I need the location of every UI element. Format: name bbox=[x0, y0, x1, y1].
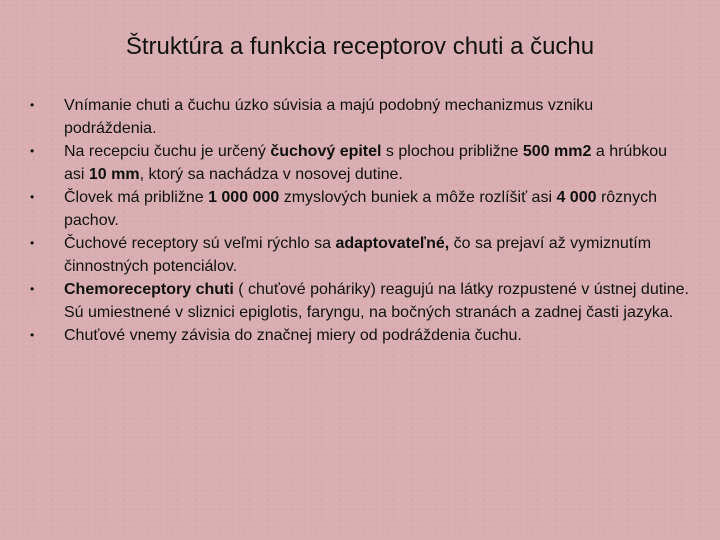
bullet-text-bold: 4 000 bbox=[556, 189, 597, 206]
bullet-text: s plochou približne bbox=[381, 143, 523, 160]
bullet-text: Človek má približne bbox=[64, 189, 209, 206]
bullet-text-bold: 1 000 000 bbox=[208, 189, 280, 206]
bullet-text: Na recepciu čuchu je určený bbox=[64, 143, 271, 160]
bullet-dot-icon: • bbox=[30, 190, 35, 204]
bullet-item bbox=[30, 140, 690, 186]
bullet-dot-icon: • bbox=[30, 144, 35, 158]
slide-title: Štruktúra a funkcia receptorov chuti a čuchu bbox=[125, 33, 595, 60]
bullet-text-bold: 10 mm bbox=[88, 166, 140, 183]
bullet-text: rôznych pachov. bbox=[64, 189, 657, 229]
bullet-item bbox=[30, 186, 690, 232]
bullet-dot-icon: • bbox=[30, 282, 35, 296]
bullet-text: Čuchové receptory sú veľmi rýchlo sa bbox=[64, 235, 336, 252]
bullet-text: , ktorý sa nachádza v nosovej dutine. bbox=[139, 166, 403, 183]
bullet-item bbox=[30, 324, 690, 347]
bullet-text: a hrúbkou asi bbox=[64, 143, 668, 183]
bullet-text-bold: 500 mm2 bbox=[522, 143, 592, 160]
bullet-text-bold: Chemoreceptory chuti bbox=[64, 281, 234, 298]
bullet-text-bold: čuchový epitel bbox=[270, 143, 382, 160]
bullet-dot-icon: • bbox=[30, 328, 35, 342]
bullet-text: zmyslových buniek a môže rozlíšiť asi bbox=[279, 189, 557, 206]
bullet-dot-icon: • bbox=[30, 236, 35, 250]
bullet-text-bold: adaptovateľné, bbox=[335, 235, 450, 252]
bullet-item bbox=[30, 94, 690, 140]
bullet-text: ( chuťové poháriky) reagujú na látky rozpustené v ústnej dutine. Sú umiestnené v sliznici epiglotis, faryngu, na bočných stranách a zadnej časti jazyka. bbox=[64, 281, 689, 321]
bullet-item bbox=[30, 232, 690, 278]
bullet-list bbox=[30, 94, 690, 347]
bullet-text: Vnímanie chuti a čuchu úzko súvisia a majú podobný mechanizmus vzniku podráždenia. bbox=[64, 97, 594, 137]
bullet-item bbox=[30, 278, 690, 324]
bullet-text: čo sa prejaví až vymiznutím činnostných potenciálov. bbox=[64, 235, 652, 275]
bullet-dot-icon: • bbox=[30, 98, 35, 112]
bullet-text: Chuťové vnemy závisia do značnej miery od podráždenia čuchu. bbox=[64, 327, 522, 344]
